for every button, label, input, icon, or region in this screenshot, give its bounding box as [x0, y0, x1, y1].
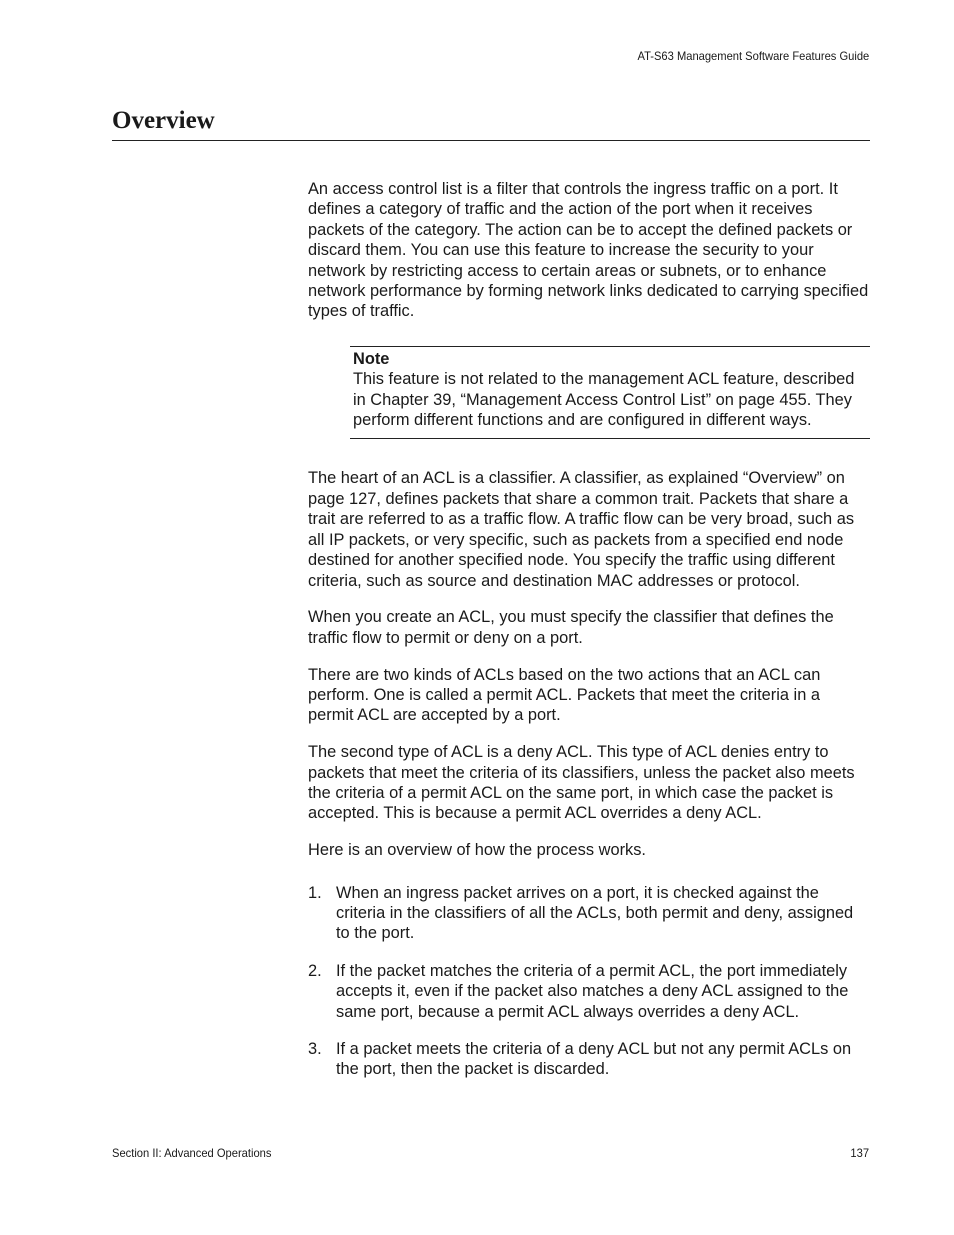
step-text: If the packet matches the criteria of a permit ACL, the port immediately accepts it, even if the packet also matches a deny ACL assigned to the same port, because a permit ACL always overrides a deny ACL.	[336, 961, 849, 1021]
paragraph-classifier: The heart of an ACL is a classifier. A classifier, as explained “Overview” on page 127, defines packets that share a common trait. Packets that share a trait are referred to as a traffic flow. A traffic flow can be very broad, such as all IP packets, or very specific, such as packets from a specified end node destined for another specified node. You specify the traffic using different criteria, such as source and destination MAC addresses or protocol.	[308, 469, 855, 590]
process-steps-list	[308, 883, 870, 1080]
list-item	[308, 961, 870, 1022]
running-header: AT-S63 Management Software Features Guide	[637, 49, 869, 63]
footer-page-number: 137	[850, 1146, 869, 1160]
list-item	[308, 883, 870, 944]
step-number: 2.	[308, 961, 322, 980]
paragraph-deny-acl: The second type of ACL is a deny ACL. This type of ACL denies entry to packets that meet the criteria of its classifiers, unless the packet also meets the criteria of a permit ACL on the same port, in which case the packet is accepted. This is because a permit ACL overrides a deny ACL.	[308, 743, 855, 823]
step-number: 3.	[308, 1039, 322, 1058]
note-label: Note	[353, 349, 390, 368]
step-text: If a packet meets the criteria of a deny ACL but not any permit ACLs on the port, then the packet is discarded.	[336, 1039, 852, 1079]
step-number: 1.	[308, 883, 322, 902]
list-item	[308, 1039, 870, 1080]
intro-paragraph: An access control list is a filter that controls the ingress traffic on a port. It defines a category of traffic and the action of the port when it receives packets of the category. The action can be to accept the defined packets or discard them. You can use this feature to increase the security to your network by restricting access to certain areas or subnets, or to enhance network performance by forming network links dedicated to carrying specified types of traffic.	[308, 180, 869, 321]
note-text: This feature is not related to the management ACL feature, described in Chapter 39, “Management Access Control List” on page 455. They perform different functions and are configured in different ways.	[353, 370, 855, 430]
footer-section-label: Section II: Advanced Operations	[112, 1146, 272, 1160]
title-rule	[112, 140, 870, 141]
paragraph-process-intro: Here is an overview of how the process works.	[308, 841, 646, 860]
section-title: Overview	[112, 107, 215, 134]
note-box	[350, 346, 870, 440]
paragraph-create-acl: When you create an ACL, you must specify the classifier that defines the traffic flow to permit or deny on a port.	[308, 608, 834, 647]
step-text: When an ingress packet arrives on a port, it is checked against the criteria in the classifiers of all the ACLs, both permit and deny, assigned to the port.	[336, 883, 854, 943]
body-content	[308, 179, 870, 1097]
paragraph-acl-kinds: There are two kinds of ACLs based on the two actions that an ACL can perform. One is called a permit ACL. Packets that meet the criteria in a permit ACL are accepted by a port.	[308, 665, 821, 725]
